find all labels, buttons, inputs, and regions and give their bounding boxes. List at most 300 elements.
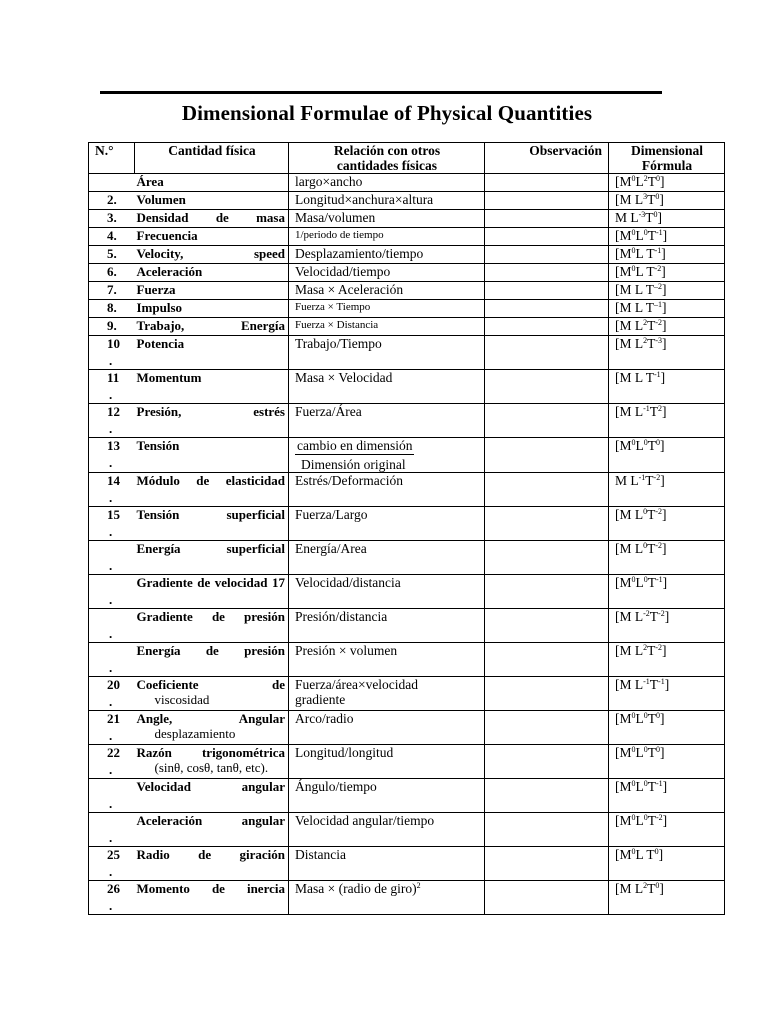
row-quantity-words: [137, 643, 286, 658]
dimension-base: [M L: [615, 507, 644, 522]
row-number-text: 20: [107, 677, 120, 692]
dimension-exponent: 0: [643, 575, 648, 584]
row-observation: [485, 575, 609, 609]
row-quantity-word: Densidad: [136, 210, 189, 225]
row-number-text: 10: [107, 336, 120, 351]
row-number-dot: .: [109, 864, 113, 879]
row-quantity: [135, 246, 289, 264]
row-relation: [289, 711, 485, 745]
dimension-base: ]: [662, 300, 667, 315]
row-observation: [485, 473, 609, 507]
row-quantity-word: de: [211, 609, 225, 624]
row-quantity-words: [137, 264, 286, 279]
dimension-exponent: -1: [658, 677, 665, 686]
table-row: [89, 575, 725, 609]
row-dimension: [609, 336, 725, 370]
row-quantity-word: Velocity,: [136, 246, 184, 261]
dimension-exponent: -2: [655, 318, 663, 327]
row-quantity-word: estrés: [253, 404, 285, 419]
dimension-exponent: -3: [638, 210, 646, 219]
row-quantity-word: Trabajo,: [136, 318, 185, 333]
dimension-base: [M: [615, 847, 632, 862]
row-quantity: [135, 711, 289, 745]
dimension-base: L T: [635, 847, 655, 862]
dimension-base: L T: [635, 246, 655, 261]
row-relation: [289, 575, 485, 609]
dimension-exponent: 0: [631, 438, 636, 447]
row-quantity-word: Angular: [238, 711, 285, 726]
row-relation-text: Estrés/Deformación: [295, 473, 403, 488]
dimension-exponent: 0: [656, 438, 660, 447]
dimension-base: [M: [615, 779, 632, 794]
row-number-text: 7.: [107, 282, 117, 297]
row-number: [89, 779, 135, 813]
dimension-base: T: [649, 609, 659, 624]
row-relation-text: Masa/volumen: [295, 210, 376, 225]
row-relation-denominator: Dimensión original: [301, 457, 406, 472]
row-number-dot: .: [109, 421, 113, 436]
row-number: [89, 847, 135, 881]
row-quantity-word: Gradiente: [136, 575, 193, 590]
row-quantity-word: de: [196, 473, 210, 488]
row-quantity-word: giración: [239, 847, 285, 862]
dimension-exponent: 0: [653, 210, 658, 219]
row-number-text: 9.: [107, 318, 117, 333]
header-quantity: Cantidad física: [135, 143, 289, 174]
dimension-base: T: [647, 174, 656, 189]
row-number-text: 6.: [107, 264, 117, 279]
header-dimension-line1: Dimensional: [630, 143, 703, 158]
row-dimension: [609, 575, 725, 609]
dimension-base: ]: [662, 779, 668, 794]
dimension-base: T: [647, 228, 656, 243]
dimension-exponent: 0: [643, 228, 648, 237]
row-number: [89, 318, 135, 336]
row-quantity: [135, 507, 289, 541]
row-number-dot: .: [109, 694, 113, 709]
dimension-exponent: –2: [654, 282, 662, 291]
dimension-exponent: 2: [643, 174, 648, 183]
dimension-exponent: -1: [654, 370, 661, 379]
row-number-dot: .: [109, 796, 113, 811]
row-quantity-word: Energía: [136, 541, 181, 556]
row-quantity-word: Coeficiente: [136, 677, 199, 692]
row-relation: [289, 174, 485, 192]
row-dimension: [609, 438, 725, 473]
row-relation-text: Longitud/longitud: [295, 745, 394, 760]
table-row: [89, 282, 725, 300]
row-relation-line2: gradiente: [295, 692, 346, 707]
dimension-base: T: [645, 473, 654, 488]
row-observation: [485, 246, 609, 264]
dimension-exponent: 0: [643, 541, 648, 550]
row-dimension: [609, 711, 725, 745]
row-relation-text: largo×ancho: [295, 174, 363, 189]
row-relation: [289, 246, 485, 264]
row-number: [89, 575, 135, 609]
row-number-dot: .: [109, 898, 113, 913]
row-relation-text: Masa × Velocidad: [295, 370, 393, 385]
header-dimension: [609, 143, 725, 174]
row-relation: [289, 336, 485, 370]
dimension-exponent: 2: [643, 643, 648, 652]
row-quantity: [135, 779, 289, 813]
row-quantity: [135, 264, 289, 282]
row-relation: [289, 300, 485, 318]
dimension-base: ]: [662, 575, 668, 590]
dimension-exponent: 0: [655, 192, 660, 201]
row-number-text: 25: [107, 847, 120, 862]
row-number: [89, 643, 135, 677]
dimension-exponent: 2: [643, 336, 648, 345]
row-relation: [289, 473, 485, 507]
table-row: [89, 643, 725, 677]
dimension-base: T: [647, 779, 656, 794]
row-observation: [485, 813, 609, 847]
row-quantity-word: Radio: [136, 847, 170, 862]
row-relation: [289, 228, 485, 246]
table-row: [89, 174, 725, 192]
dimension-exponent: 0: [643, 507, 648, 516]
row-quantity-word: de: [198, 847, 212, 862]
row-quantity-words: [137, 300, 286, 315]
row-quantity-word: Aceleración: [136, 264, 203, 279]
row-relation-numerator: cambio en dimensión: [297, 438, 413, 453]
table-row: [89, 228, 725, 246]
dimension-exponent: 0: [655, 881, 660, 890]
row-relation-text: 1/periodo de tiempo: [295, 229, 384, 241]
dimension-exponent: 0: [643, 438, 648, 447]
dimension-exponent: -1: [643, 404, 650, 413]
row-quantity: [135, 336, 289, 370]
dimension-exponent: 0: [631, 228, 636, 237]
row-number: [89, 192, 135, 210]
row-quantity-words: [137, 609, 286, 624]
row-relation-sup: 2: [416, 881, 421, 890]
dimension-exponent: 0: [631, 813, 636, 822]
dimension-exponent: -2: [655, 541, 663, 550]
row-quantity-word: de: [211, 881, 225, 896]
row-dimension: [609, 174, 725, 192]
dimension-base: [M L: [615, 677, 644, 692]
dimension-base: L: [635, 174, 644, 189]
page-title: Dimensional Formulae of Physical Quantities: [181, 101, 593, 125]
row-number: [89, 507, 135, 541]
row-number: [89, 282, 135, 300]
dimension-exponent: 0: [631, 779, 636, 788]
row-dimension: [609, 473, 725, 507]
dimension-base: [M L: [615, 541, 644, 556]
header-relation-line2: cantidades físicas: [336, 158, 438, 173]
dimension-exponent: 0: [654, 847, 659, 856]
dimension-exponent: 0: [643, 813, 648, 822]
row-number: [89, 370, 135, 404]
table-row: [89, 745, 725, 779]
dimension-base: ]: [662, 643, 667, 658]
row-quantity-word: angular: [241, 779, 285, 794]
row-relation-text: Masa × Aceleración: [295, 282, 404, 297]
row-dimension: [609, 745, 725, 779]
row-quantity-words: [137, 847, 286, 862]
table-row: [89, 210, 725, 228]
dimension-base: ]: [664, 609, 670, 624]
table-row: [89, 300, 725, 318]
dimension-exponent: 2: [658, 404, 663, 413]
row-number-dot: .: [109, 660, 113, 675]
dimension-base: ]: [660, 438, 665, 453]
row-relation: [289, 745, 485, 779]
row-quantity: [135, 609, 289, 643]
row-relation: [289, 282, 485, 300]
dimension-exponent: 0: [656, 711, 660, 720]
row-quantity-words: [137, 192, 286, 207]
row-relation-text: Velocidad/distancia: [295, 575, 401, 590]
dimension-base: ]: [662, 336, 667, 351]
dimension-base: T: [647, 318, 656, 333]
dimension-base: ]: [657, 210, 663, 225]
row-relation: [289, 370, 485, 404]
row-quantity: [135, 473, 289, 507]
dimension-base: [M: [615, 246, 632, 261]
row-number: [89, 473, 135, 507]
dimension-base: T: [647, 507, 656, 522]
header-dimension-line2: Fórmula: [641, 158, 693, 173]
dimension-exponent: 0: [631, 711, 636, 720]
row-quantity: [135, 318, 289, 336]
row-dimension: [609, 370, 725, 404]
row-quantity-words: [137, 677, 286, 692]
row-observation: [485, 300, 609, 318]
row-number: [89, 264, 135, 282]
dimension-exponent: -2: [655, 507, 663, 516]
row-dimension: [609, 847, 725, 881]
row-quantity-word: Aceleración: [136, 813, 203, 828]
row-quantity: [135, 174, 289, 192]
dimension-base: M L: [615, 210, 639, 225]
row-observation: [485, 643, 609, 677]
dimension-exponent: -2: [654, 264, 662, 273]
dimension-base: L: [635, 228, 644, 243]
row-quantity: [135, 210, 289, 228]
row-relation: [289, 507, 485, 541]
row-observation: [485, 609, 609, 643]
table-row: [89, 246, 725, 264]
row-number-dot: .: [109, 387, 113, 402]
row-number-text: 8.: [107, 300, 117, 315]
row-number-dot: .: [109, 762, 113, 777]
row-quantity-word: Razón: [136, 745, 172, 760]
dimension-base: [M L T: [615, 282, 654, 297]
row-quantity: [135, 643, 289, 677]
dimension-exponent: 0: [631, 246, 636, 255]
dimension-exponent: -3: [655, 336, 663, 345]
dimension-exponent: 2: [643, 881, 648, 890]
row-quantity-word: presión: [244, 609, 285, 624]
row-relation: [289, 192, 485, 210]
dimension-exponent: 0: [631, 847, 636, 856]
dimension-base: L: [635, 779, 644, 794]
row-quantity-word: superficial: [226, 507, 285, 522]
dimension-table: [88, 142, 725, 915]
row-quantity-words: [137, 541, 286, 556]
row-relation-text: Longitud×anchura×altura: [295, 192, 434, 207]
dimension-base: ]: [662, 404, 667, 419]
row-quantity-word: Momento: [136, 881, 190, 896]
row-quantity-word: 17: [271, 575, 285, 590]
dimension-exponent: -2: [656, 813, 663, 822]
dimension-base: [M L T: [615, 370, 654, 385]
dimension-base: T: [645, 210, 654, 225]
row-quantity-words: [137, 404, 286, 419]
row-number: [89, 336, 135, 370]
dimension-base: T: [647, 438, 656, 453]
dimension-base: T: [647, 745, 656, 760]
table-row: [89, 779, 725, 813]
table-row: [89, 677, 725, 711]
row-number-text: 14: [107, 473, 120, 488]
row-number-text: 5.: [107, 246, 117, 261]
dimension-base: [M: [615, 264, 632, 279]
table-row: [89, 438, 725, 473]
row-quantity-words: [137, 507, 286, 522]
dimension-exponent: –1: [654, 300, 662, 309]
dimension-base: T: [647, 541, 656, 556]
row-relation-text: Fuerza/área×velocidad: [295, 677, 419, 692]
row-number-text: 15: [107, 507, 120, 522]
dimension-base: [M L: [615, 881, 644, 896]
row-number-text: 13: [107, 438, 120, 453]
row-quantity-words: [137, 438, 286, 453]
row-number-dot: .: [109, 728, 113, 743]
row-observation: [485, 282, 609, 300]
header-number: N.°: [89, 143, 135, 174]
row-number-text: 22: [107, 745, 120, 760]
row-quantity: [135, 813, 289, 847]
table-row: [89, 847, 725, 881]
row-relation-text: Presión × volumen: [295, 643, 398, 658]
row-dimension: [609, 813, 725, 847]
row-quantity-words: [137, 210, 286, 225]
row-relation: [289, 264, 485, 282]
row-relation-text: Velocidad/tiempo: [295, 264, 391, 279]
dimension-exponent: -2: [643, 609, 650, 618]
row-observation: [485, 779, 609, 813]
row-quantity-word: Tensión: [136, 507, 180, 522]
row-relation: [289, 210, 485, 228]
dimension-exponent: 0: [631, 575, 636, 584]
row-quantity-words: [137, 318, 286, 333]
row-number-text: 11: [107, 370, 120, 385]
dimension-base: ]: [661, 246, 666, 261]
row-dimension: [609, 210, 725, 228]
row-observation: [485, 507, 609, 541]
dimension-base: T: [647, 813, 656, 828]
row-number-text: 26: [107, 881, 120, 896]
dimension-exponent: 0: [631, 174, 636, 183]
row-quantity-words: [137, 473, 286, 488]
dimension-base: ]: [660, 174, 665, 189]
row-observation: [485, 438, 609, 473]
row-relation-text: Arco/radio: [295, 711, 354, 726]
row-relation: [289, 404, 485, 438]
dimension-base: [M L: [615, 643, 644, 658]
row-number-dot: .: [109, 524, 113, 539]
dimension-exponent: -2: [655, 643, 663, 652]
row-quantity-words: [137, 174, 286, 189]
row-number: [89, 210, 135, 228]
row-dimension: [609, 300, 725, 318]
row-dimension: [609, 264, 725, 282]
dimension-base: L: [635, 711, 644, 726]
row-quantity-word: de: [272, 677, 285, 692]
header-row: [89, 143, 725, 174]
row-relation-text: Velocidad angular/tiempo: [295, 813, 435, 828]
dimension-base: [M L: [615, 318, 644, 333]
row-observation: [485, 174, 609, 192]
row-number: [89, 246, 135, 264]
row-quantity: [135, 847, 289, 881]
row-number-dot: .: [109, 626, 113, 641]
row-observation: [485, 192, 609, 210]
row-quantity-word: Momentum: [136, 370, 202, 385]
row-quantity-word: inercia: [246, 881, 285, 896]
row-quantity: [135, 745, 289, 779]
row-quantity-word: Energía: [136, 643, 181, 658]
row-quantity-word: Fuerza: [136, 282, 176, 297]
table-row: [89, 404, 725, 438]
dimension-base: ]: [660, 370, 666, 385]
row-quantity: [135, 677, 289, 711]
row-quantity: [135, 575, 289, 609]
row-quantity-word: Velocidad: [136, 779, 191, 794]
dimension-base: ]: [662, 813, 668, 828]
row-number-text: 21: [107, 711, 120, 726]
row-relation: [289, 643, 485, 677]
row-number: [89, 300, 135, 318]
row-quantity-word: Energía: [240, 318, 285, 333]
row-quantity-word: Área: [136, 174, 164, 189]
dimension-exponent: 0: [631, 264, 636, 273]
row-quantity-words: [137, 228, 286, 243]
row-relation-text: Fuerza × Distancia: [295, 319, 379, 331]
dimension-base: L: [635, 813, 644, 828]
table-row: [89, 541, 725, 575]
row-dimension: [609, 779, 725, 813]
dimension-base: [M L: [615, 336, 644, 351]
row-relation-text: Fuerza/Área: [295, 404, 362, 419]
dimension-base: ]: [664, 677, 670, 692]
row-observation: [485, 370, 609, 404]
dimension-base: L: [635, 575, 644, 590]
row-relation: [289, 318, 485, 336]
row-number: [89, 541, 135, 575]
row-quantity-words: [137, 779, 286, 794]
dimension-base: L T: [635, 264, 655, 279]
row-relation: [289, 438, 485, 473]
row-quantity: [135, 541, 289, 575]
row-dimension: [609, 228, 725, 246]
dimension-base: T: [647, 336, 656, 351]
row-number: [89, 404, 135, 438]
row-relation-text: Fuerza/Largo: [295, 507, 368, 522]
dimension-base: [M: [615, 575, 632, 590]
row-quantity-word: Frecuencia: [136, 228, 198, 243]
row-quantity-words: [137, 336, 286, 351]
dimension-base: ]: [661, 264, 666, 279]
dimension-base: T: [647, 643, 656, 658]
table-row: [89, 264, 725, 282]
row-quantity: [135, 438, 289, 473]
